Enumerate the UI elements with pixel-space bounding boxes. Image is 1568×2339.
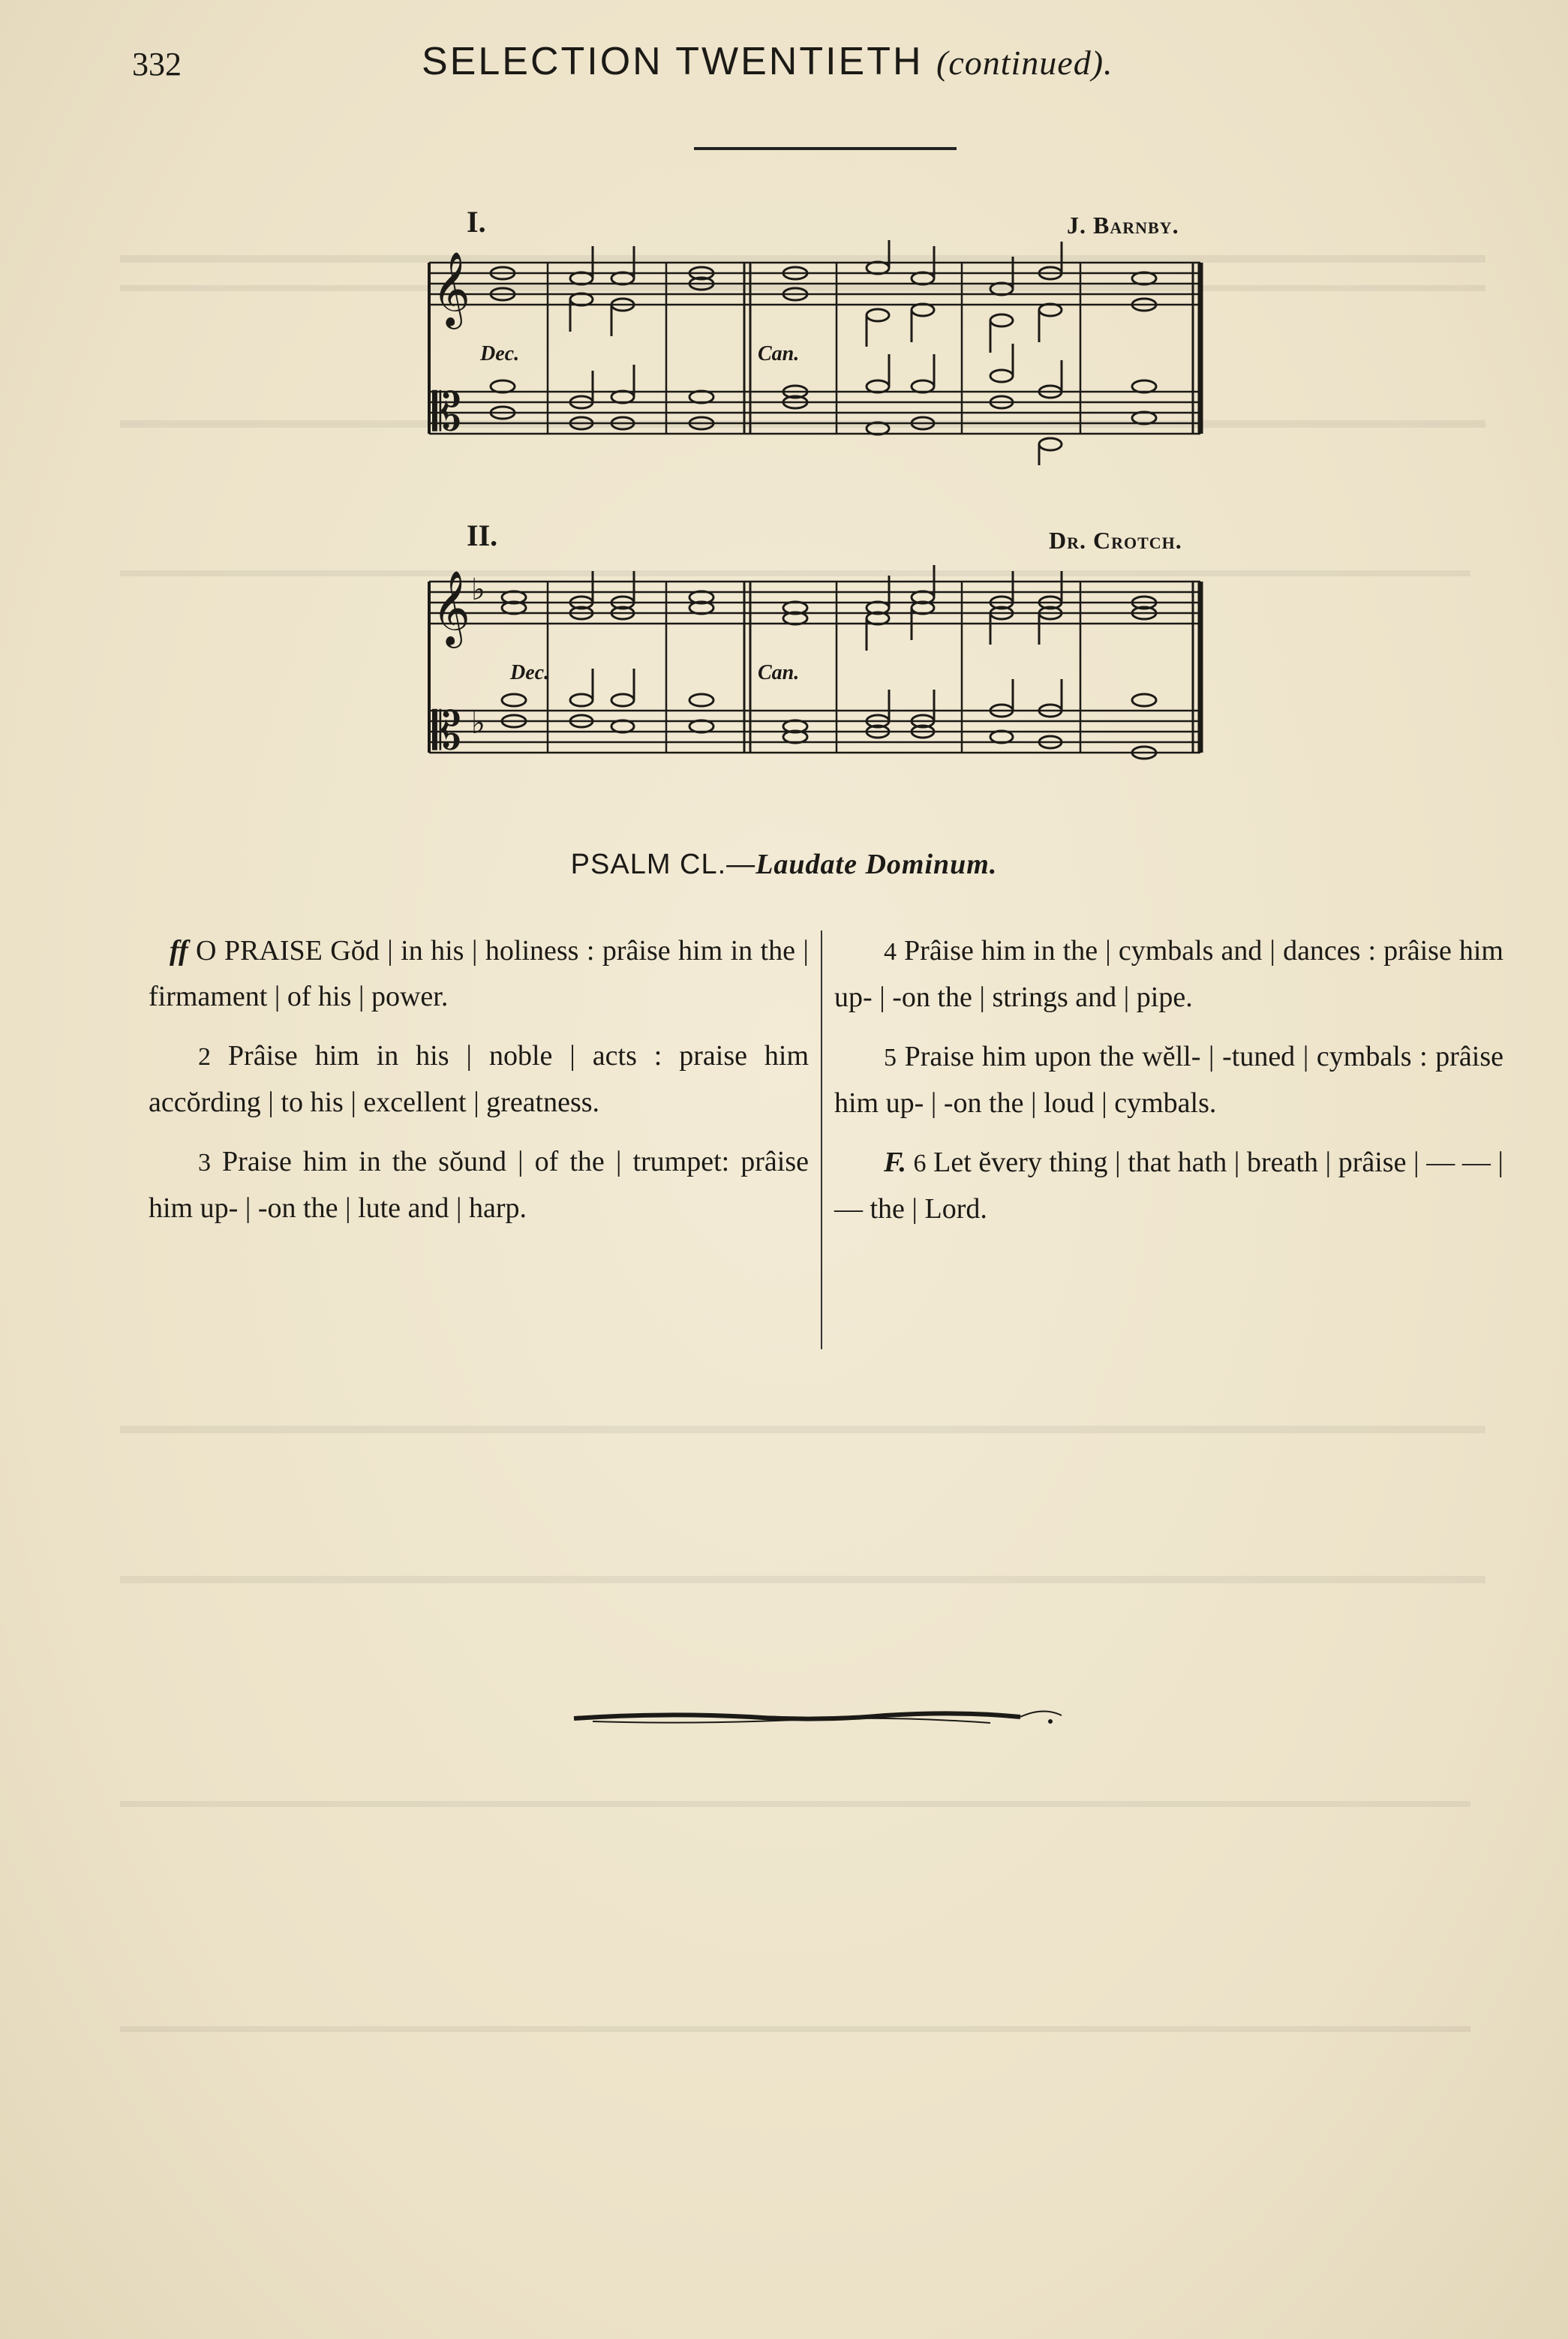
verse-text: Praise him in the sŏund | of the | trumpet: prâise him up- | -on the | lute and | harp. xyxy=(149,1146,810,1224)
verse-number: 5 xyxy=(884,1044,897,1072)
verse-1 xyxy=(149,928,809,1020)
page-header xyxy=(128,39,1253,92)
verse-5 xyxy=(834,1034,1503,1126)
tune-number-2: II. xyxy=(467,519,498,552)
svg-text:♭: ♭ xyxy=(471,706,485,741)
psalm-latin-title: Laudate Dominum. xyxy=(755,849,998,880)
chant-score-1 xyxy=(420,240,1215,465)
psalm-number: PSALM CL.— xyxy=(570,849,756,880)
tune-number-1: I. xyxy=(467,205,486,239)
dynamic-mark: ff xyxy=(170,935,188,967)
verse-2 xyxy=(149,1033,809,1126)
dynamic-mark: F. xyxy=(884,1147,906,1178)
column-divider xyxy=(821,930,822,1349)
page-number: 332 xyxy=(132,46,182,83)
verse-6 xyxy=(834,1140,1503,1232)
svg-text:𝄡: 𝄡 xyxy=(432,381,462,443)
psalm-title xyxy=(0,848,1568,881)
verses-left-column xyxy=(149,928,809,1245)
verse-text: O PRAISE Gŏd | in his | holiness : prâise him in the | firmament | of his | power. xyxy=(149,935,809,1012)
verse-number: 2 xyxy=(198,1043,211,1071)
running-title xyxy=(422,39,1113,84)
verses-right-column xyxy=(834,928,1503,1246)
verse-3 xyxy=(149,1139,809,1231)
can-label-1: Can. xyxy=(758,342,800,365)
svg-text:𝄞: 𝄞 xyxy=(432,570,470,645)
can-label-2: Can. xyxy=(758,661,800,684)
tune-composer-2: Dr. Crotch. xyxy=(1049,527,1182,554)
verse-number: 6 xyxy=(913,1150,927,1177)
verse-text: Prâise him in his | noble | acts : praise him accŏrding | to his | excellent | greatness. xyxy=(149,1040,810,1118)
verse-text: Prâise him in the | cymbals and | dances : prâise him up- | -on the | strings and | pipe. xyxy=(834,935,1503,1013)
header-rule xyxy=(694,147,957,150)
svg-text:♭: ♭ xyxy=(471,573,485,607)
svg-text:𝄡: 𝄡 xyxy=(432,700,462,762)
dec-label-1: Dec. xyxy=(480,342,520,365)
continued-label: (continued). xyxy=(936,44,1113,82)
svg-text:𝄞: 𝄞 xyxy=(432,251,470,326)
verse-number: 3 xyxy=(198,1149,211,1177)
selection-title: SELECTION TWENTIETH xyxy=(422,40,924,83)
verse-text: Let ĕvery thing | that hath | breath | prâise | — — | — the | Lord. xyxy=(834,1147,1504,1225)
verse-text: Praise him upon the wĕll- | -tuned | cymbals : prâise him up- | -on the | loud | cymbals. xyxy=(834,1041,1504,1119)
chant-score-2 xyxy=(420,559,1215,784)
tailpiece-ornament xyxy=(570,1702,1065,1732)
verse-number: 4 xyxy=(884,938,897,966)
tune-composer-1: J. Barnby. xyxy=(1067,212,1179,239)
dec-label-2: Dec. xyxy=(510,661,550,684)
verse-4 xyxy=(834,928,1503,1021)
